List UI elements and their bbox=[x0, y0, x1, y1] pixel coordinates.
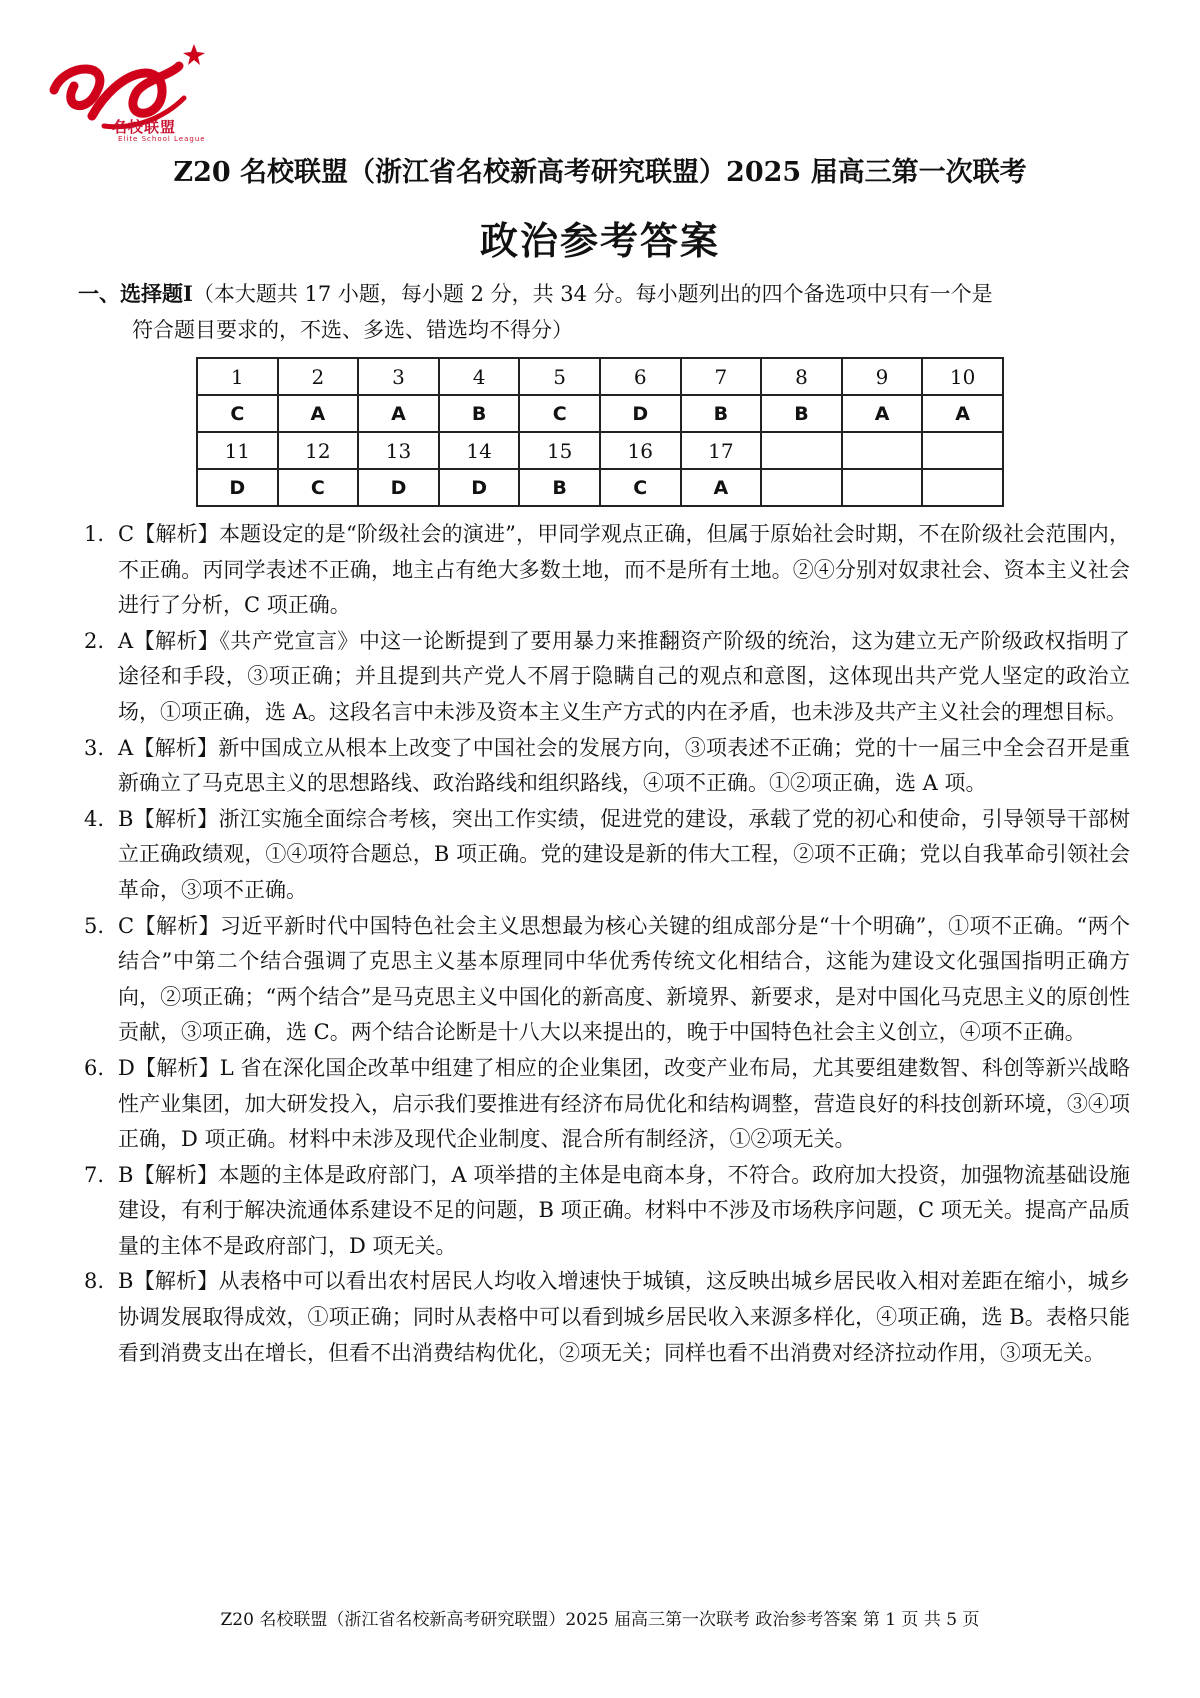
answer-cell: A bbox=[358, 395, 439, 432]
analysis-item-number: 7. bbox=[84, 1162, 105, 1187]
question-number-row bbox=[197, 358, 1003, 395]
answer-cell: B bbox=[761, 395, 842, 432]
question-number-cell: 15 bbox=[519, 432, 600, 469]
question-number-cell: 5 bbox=[519, 358, 600, 395]
answer-cell: D bbox=[439, 469, 520, 506]
answer-cell bbox=[922, 469, 1003, 506]
answer-cell: D bbox=[197, 469, 278, 506]
answer-table bbox=[196, 357, 1004, 507]
answer-cell: A bbox=[278, 395, 359, 432]
analysis-item bbox=[84, 1051, 1130, 1158]
question-number-cell bbox=[842, 432, 923, 469]
analysis-item bbox=[84, 731, 1130, 802]
question-number-cell: 9 bbox=[842, 358, 923, 395]
analysis-list bbox=[84, 517, 1130, 1371]
question-number-cell bbox=[761, 432, 842, 469]
analysis-item-text: D【解析】L 省在深化国企改革中组建了相应的企业集团，改变产业布局，尤其要组建数智、科创等新兴战略性产业集团，加大研发投入，启示我们要推进有经济布局优化和结构调整，营造良好的科技创新环境，③④项正确，D 项正确。材料中未涉及现代企业制度、混合所有制经济，①②项无关。 bbox=[118, 1055, 1130, 1152]
analysis-item-number: 1. bbox=[84, 522, 105, 546]
analysis-item bbox=[84, 1264, 1130, 1371]
analysis-item-number: 6. bbox=[84, 1055, 105, 1080]
answer-cell: D bbox=[600, 395, 681, 432]
analysis-item-number: 2. bbox=[84, 628, 105, 653]
question-number-cell: 17 bbox=[681, 432, 762, 469]
question-number-cell: 6 bbox=[600, 358, 681, 395]
question-number-cell: 7 bbox=[681, 358, 762, 395]
question-number-cell: 16 bbox=[600, 432, 681, 469]
answer-row bbox=[197, 395, 1003, 432]
analysis-item-text: C【解析】习近平新时代中国特色社会主义思想最为核心关键的组成部分是“十个明确”，①项不正确。“两个结合”中第二个结合强调了克思主义基本原理同中华优秀传统文化相结合，这能为建设文化强国指明正确方向，②项正确；“两个结合”是马克思主义中国化的新高度、新境界、新要求，是对中国化马克思主义的原创性贡献，③项正确，选 C。两个结合论断是十八大以来提出的，晚于中国特色社会主义创立，④项不正确。 bbox=[118, 913, 1130, 1045]
answer-cell: B bbox=[681, 395, 762, 432]
analysis-item-text: A【解析】《共产党宣言》中这一论断提到了要用暴力来推翻资产阶级的统治，这为建立无产阶级政权指明了途径和手段，③项正确；并且提到共产党人不屑于隐瞒自己的观点和意图，这体现出共产党人坚定的政治立场，①项正确，选 A。这段名言中未涉及资本主义生产方式的内在矛盾，也未涉及共产主义社会的理想目标。 bbox=[118, 628, 1130, 724]
answer-cell: C bbox=[278, 469, 359, 506]
header-title: Z20 名校联盟（浙江省名校新高考研究联盟）2025 届高三第一次联考 bbox=[173, 157, 1027, 188]
answer-cell: C bbox=[197, 395, 278, 432]
question-number-cell: 12 bbox=[278, 432, 359, 469]
analysis-item-number: 5. bbox=[84, 913, 105, 938]
logo-subtitle: Elite School League bbox=[118, 135, 206, 143]
section-instructions-line2: 符合题目要求的，不选、多选、错选均不得分） bbox=[132, 318, 573, 342]
answer-cell: B bbox=[439, 395, 520, 432]
analysis-item-number: 4. bbox=[84, 806, 105, 831]
answer-cell: A bbox=[842, 395, 923, 432]
analysis-item bbox=[84, 1158, 1130, 1265]
logo-caption: 名校联盟 bbox=[112, 118, 177, 136]
answer-cell: A bbox=[922, 395, 1003, 432]
question-number-cell: 10 bbox=[922, 358, 1003, 395]
analysis-item-text: B【解析】本题的主体是政府部门，A 项举措的主体是电商本身，不符合。政府加大投资，加强物流基础设施建设，有利于解决流通体系建设不足的问题，B 项正确。材料中不涉及市场秩序问题，C 项无关。提高产品质量的主体不是政府部门，D 项无关。 bbox=[118, 1162, 1130, 1258]
question-number-cell: 11 bbox=[197, 432, 278, 469]
analysis-item-text: A【解析】新中国成立从根本上改变了中国社会的发展方向，③项表述不正确；党的十一届三中全会召开是重新确立了马克思主义的思想路线、政治路线和组织路线，④项不正确。①②项正确，选 A 项。 bbox=[118, 735, 1130, 796]
question-number-cell: 2 bbox=[278, 358, 359, 395]
answer-cell: C bbox=[519, 395, 600, 432]
analysis-item-text: B【解析】浙江实施全面综合考核，突出工作实绩，促进党的建设，承载了党的初心和使命，引导领导干部树立正确政绩观，①④项符合题总，B 项正确。党的建设是新的伟大工程，②项不正确；党以自我革命引领社会革命，③项不正确。 bbox=[118, 806, 1130, 902]
answer-cell: D bbox=[358, 469, 439, 506]
question-number-cell: 4 bbox=[439, 358, 520, 395]
question-number-row bbox=[197, 432, 1003, 469]
question-number-cell: 1 bbox=[197, 358, 278, 395]
analysis-item-number: 8. bbox=[84, 1269, 105, 1294]
analysis-item bbox=[84, 909, 1130, 1051]
answer-row bbox=[197, 469, 1003, 506]
answer-cell: A bbox=[681, 469, 762, 506]
analysis-item-text: B【解析】从表格中可以看出农村居民人均收入增速快于城镇，这反映出城乡居民收入相对差距在缩小，城乡协调发展取得成效，①项正确；同时从表格中可以看到城乡居民收入来源多样化，④项正确，选 B。表格只能看到消费支出在增长，但看不出消费结构优化，②项无关；同样也看不出消费对经济拉动作用，③项无关。 bbox=[118, 1269, 1130, 1365]
question-number-cell: 3 bbox=[358, 358, 439, 395]
answer-cell: C bbox=[600, 469, 681, 506]
question-number-cell: 14 bbox=[439, 432, 520, 469]
analysis-item bbox=[84, 802, 1130, 909]
answer-cell: B bbox=[519, 469, 600, 506]
analysis-item-number: 3. bbox=[84, 735, 105, 760]
document-title: 政治参考答案 bbox=[479, 218, 720, 263]
analysis-item bbox=[84, 624, 1130, 731]
section-lead: 一、选择题Ⅰ bbox=[78, 281, 193, 306]
answer-cell bbox=[842, 469, 923, 506]
question-number-cell: 13 bbox=[358, 432, 439, 469]
section-instructions-line1: （本大题共 17 小题，每小题 2 分，共 34 分。每小题列出的四个备选项中只有一个是 bbox=[192, 282, 993, 306]
answer-cell bbox=[761, 469, 842, 506]
question-number-cell bbox=[922, 432, 1003, 469]
question-number-cell: 8 bbox=[761, 358, 842, 395]
section-heading bbox=[78, 276, 1128, 348]
page-footer: Z20 名校联盟（浙江省名校新高考研究联盟）2025 届高三第一次联考 政治参考答案 第 1 页 共 5 页 bbox=[220, 1610, 980, 1630]
analysis-item bbox=[84, 517, 1130, 624]
analysis-item-text: C【解析】本题设定的是“阶级社会的演进”，甲同学观点正确，但属于原始社会时期，不在阶级社会范围内，不正确。丙同学表述不正确，地主占有绝大多数土地，而不是所有土地。②④分别对奴隶社会、资本主义社会进行了分析，C 项正确。 bbox=[118, 522, 1130, 618]
